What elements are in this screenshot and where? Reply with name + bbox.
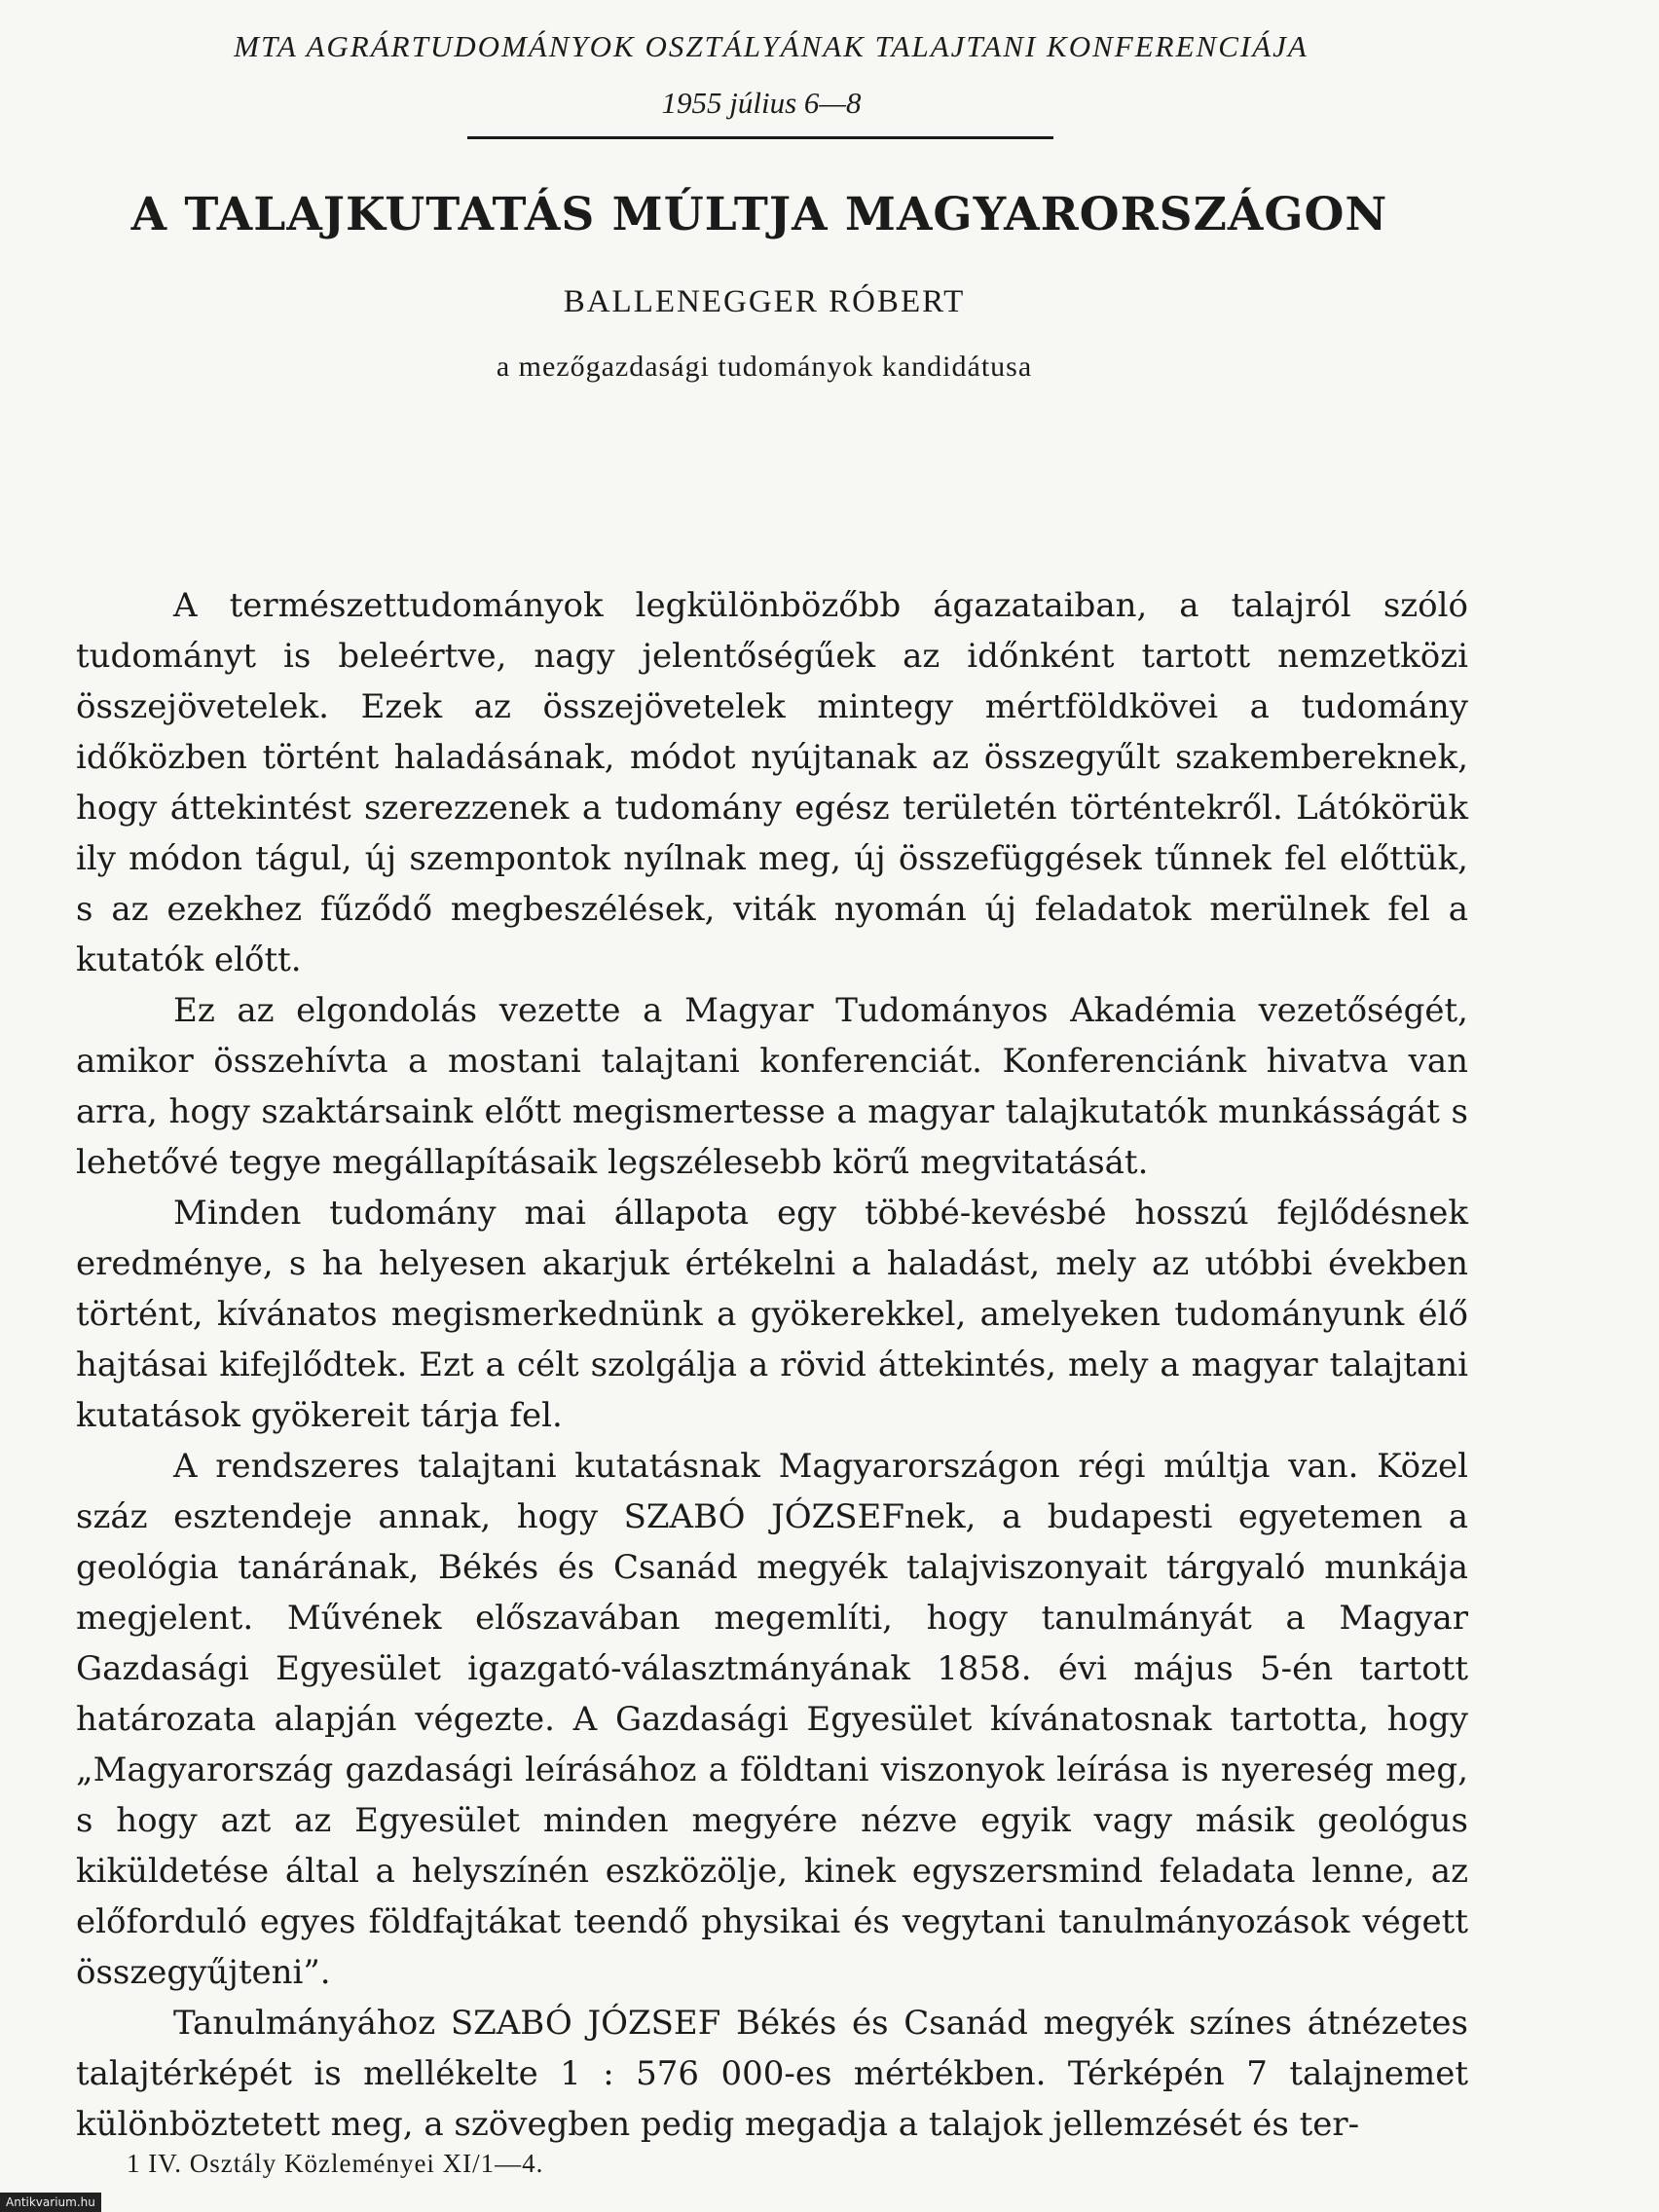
paragraph-4: A rendszeres talajtani kutatásnak Magyarországon régi múltja van. Közel száz esztendeje annak, hogy SZABÓ JÓZSEFnek, a budapesti egyetemen a geológia tanárának, Békés és Csanád megyék talajviszonyait tárgyaló munkája megjelent. Művének előszavában megemlíti, hogy tanulmányát a Magyar Gazdasági Egyesület igazgató-választmányának 1858. évi május 5-én tartott határozata alapján végezte. A Gazdasági Egyesület kívánatosnak tartotta, hogy „Magyarország gazdasági leírásához a földtani viszonyok leírása is nyereség meg, s hogy azt az Egyesület minden megyére nézve egyik vagy másik geológus kiküldetése által a helyszínén eszközölje, kinek egyszersmind feladata lenne, az előforduló egyes földfajtákat teendő physikai és vegytani tanulmányozások végett összegyűjteni”. bbox=[76, 1447, 1468, 1992]
paragraph-1: A természettudományok legkülönbözőbb ágazataiban, a talajról szóló tudományt is beleértve, nagy jelentőségűek az időnként tartott nemzetközi összejövetelek. Ezek az összejövetelek mintegy mértföldkövei a tudomány időközben történt haladásának, módot nyújtanak az összegyűlt szakembereknek, hogy áttekintést szerezzenek a tudomány egész területén történtekről. Látókörük ily módon tágul, új szempontok nyílnak meg, új összefüggések tűnnek fel előttük, s az ezekhez fűződő megbeszélések, viták nyomán új feladatok merülnek fel a kutatók előtt. bbox=[76, 586, 1468, 979]
article-author: BALLENEGGER RÓBERT bbox=[563, 284, 966, 319]
paragraph-5: Tanulmányához SZABÓ JÓZSEF Békés és Csanád megyék színes átnézetes talajtérképét is mellékelte 1 : 576 000-es mértékben. Térképén 7 talajnemet különböztetett meg, a szövegben pedig megadja a talajok jellemzését és ter- bbox=[76, 2004, 1468, 2144]
paragraph-2: Ez az elgondolás vezette a Magyar Tudományos Akadémia vezetőségét, amikor összehívta a mostani talajtani konferenciát. Konferenciánk hivatva van arra, hogy szaktársaink előtt megismertesse a magyar talajkutatók munkásságát s lehetővé tegye megállapításaik legszélesebb körű megvitatását. bbox=[76, 991, 1468, 1182]
conference-title: MTA AGRÁRTUDOMÁNYOK OSZTÁLYÁNAK TALAJTANI KONFERENCIÁJA bbox=[234, 29, 1309, 63]
watermark: Antikvarium.hu bbox=[0, 2193, 101, 2212]
header-rule bbox=[467, 136, 1053, 139]
paragraph-3: Minden tudomány mai állapota egy többé-kevésbé hosszú fejlődésnek eredménye, s ha helyesen akarjuk értékelni a haladást, mely az utóbbi években történt, kívánatos megismerkednünk a gyökerekkel, amelyeken tudományunk élő hajtásai kifejlődtek. Ezt a célt szolgálja a rövid áttekintés, mely a magyar talajtani kutatások gyökereit tárja fel. bbox=[76, 1194, 1468, 1435]
article-body bbox=[76, 580, 1468, 2150]
author-affiliation: a mezőgazdasági tudományok kandidátusa bbox=[496, 350, 1033, 383]
conference-date: 1955 július 6—8 bbox=[661, 86, 862, 120]
page-footer: 1 IV. Osztály Közleményei XI/1—4. bbox=[127, 2149, 544, 2178]
article-title: A TALAJKUTATÁS MÚLTJA MAGYARORSZÁGON bbox=[130, 188, 1388, 241]
